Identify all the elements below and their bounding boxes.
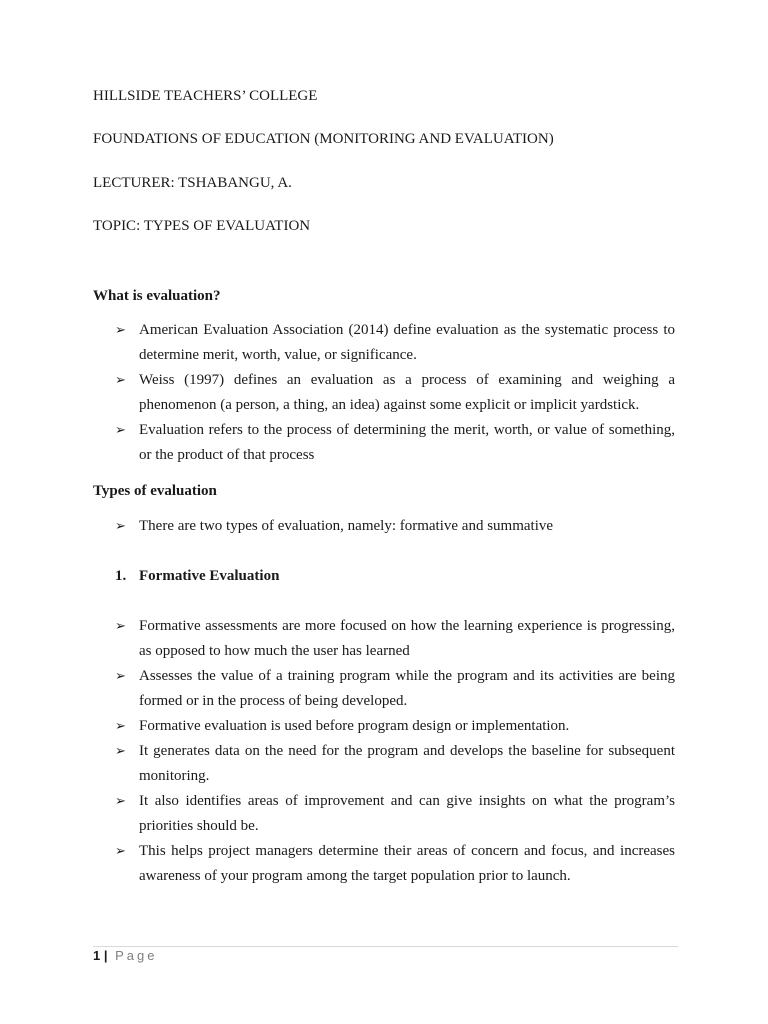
page-label: Page (115, 948, 158, 963)
list-item-text: This helps project managers determine their areas of concern and focus, and increases awareness of your program among the target population prior to launch. (139, 843, 675, 884)
list-item-text: There are two types of evaluation, namely: formative and summative (139, 518, 554, 534)
list-item-text: It also identifies areas of improvement and can give insights on what the program’s priorities should be. (139, 793, 675, 834)
section-number: 1. (115, 568, 127, 584)
list-item (115, 368, 675, 418)
arrowhead-bullet-icon: ➢ (115, 744, 126, 759)
list-item (115, 318, 675, 368)
arrowhead-bullet-icon: ➢ (115, 323, 126, 338)
page-footer (93, 948, 158, 964)
list-item-text: Weiss (1997) defines an evaluation as a process of examining and weighing a phenomenon (a person, a thing, an idea) against some explicit or implicit yardstick. (139, 372, 675, 413)
topic-line: TOPIC: TYPES OF EVALUATION (93, 218, 311, 234)
list-item (115, 789, 675, 839)
list-item (115, 839, 675, 889)
list-item-text: Formative evaluation is used before program design or implementation. (139, 718, 570, 734)
lecturer-line: LECTURER: TSHABANGU, A. (93, 175, 292, 191)
arrowhead-bullet-icon: ➢ (115, 669, 126, 684)
list-item-text: American Evaluation Association (2014) define evaluation as the systematic process to determine merit, worth, value, or significance. (139, 322, 675, 363)
section-heading-what-is-evaluation: What is evaluation? (93, 288, 221, 304)
arrowhead-bullet-icon: ➢ (115, 794, 126, 809)
section-heading-text: Formative Evaluation (139, 568, 280, 584)
bullet-list-what-is-evaluation (115, 318, 675, 468)
list-item-text: Evaluation refers to the process of determining the merit, worth, or value of something, or the product of that process (139, 422, 675, 463)
arrowhead-bullet-icon: ➢ (115, 373, 126, 388)
list-item (115, 664, 675, 714)
list-item (115, 739, 675, 789)
arrowhead-bullet-icon: ➢ (115, 423, 126, 438)
arrowhead-bullet-icon: ➢ (115, 519, 126, 534)
list-item (115, 614, 675, 664)
arrowhead-bullet-icon: ➢ (115, 619, 126, 634)
arrowhead-bullet-icon: ➢ (115, 719, 126, 734)
footer-separator: | (103, 948, 108, 963)
course-title: FOUNDATIONS OF EDUCATION (MONITORING AND EVALUATION) (93, 131, 554, 147)
bullet-list-formative-evaluation (115, 614, 675, 889)
list-item (115, 418, 675, 468)
section-heading-types-of-evaluation: Types of evaluation (93, 483, 217, 499)
bullet-list-types-of-evaluation (115, 514, 675, 539)
footer-divider (93, 946, 678, 947)
page-number: 1 (93, 948, 101, 963)
list-item (115, 714, 675, 739)
list-item-text: Formative assessments are more focused on how the learning experience is progressing, as opposed to how much the user has learned (139, 618, 675, 659)
list-item-text: Assesses the value of a training program while the program and its activities are being formed or in the process of being developed. (139, 668, 675, 709)
college-name: HILLSIDE TEACHERS’ COLLEGE (93, 88, 318, 104)
list-item (115, 514, 675, 539)
section-heading-formative-evaluation (115, 567, 279, 585)
arrowhead-bullet-icon: ➢ (115, 844, 126, 859)
list-item-text: It generates data on the need for the program and develops the baseline for subsequent monitoring. (139, 743, 675, 784)
